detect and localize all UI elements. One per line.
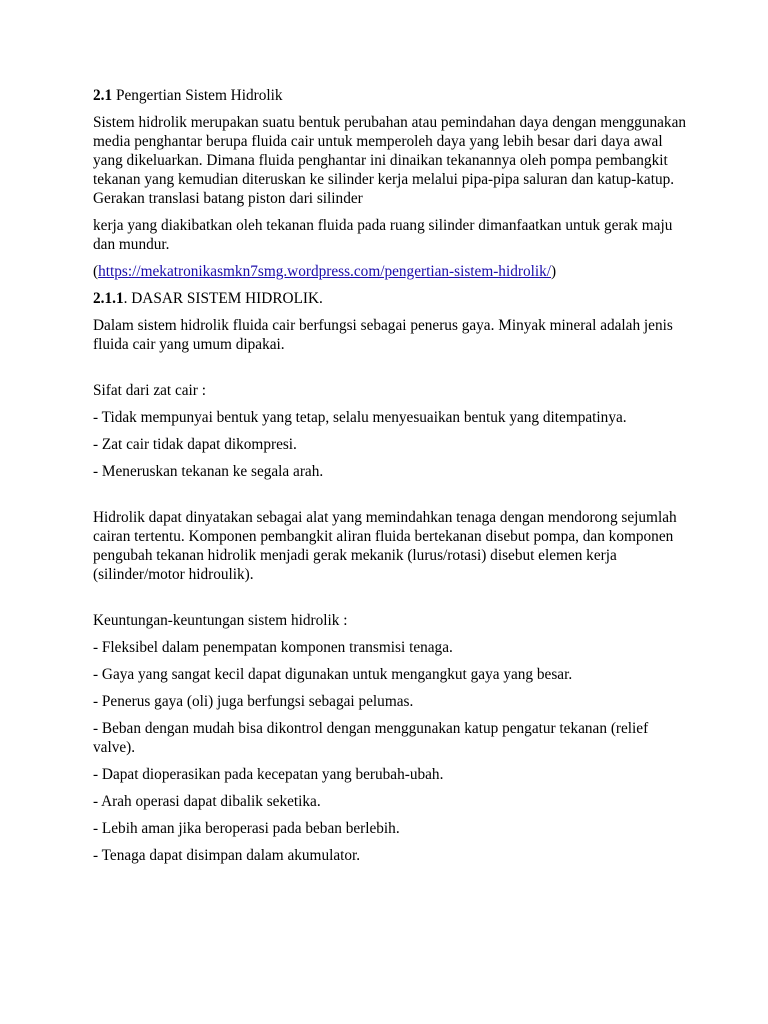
section-heading-2-1-1: [93, 289, 693, 308]
list-item: - Dapat dioperasikan pada kecepatan yang berubah-ubah.: [93, 766, 444, 783]
list-item: - Beban dengan mudah bisa dikontrol dengan menggunakan katup pengatur tekanan (relief valve).: [93, 720, 649, 756]
sifat-heading: Sifat dari zat cair :: [93, 382, 206, 399]
list-item: - Fleksibel dalam penempatan komponen transmisi tenaga.: [93, 639, 453, 656]
section-title: . DASAR SISTEM HIDROLIK.: [123, 290, 323, 307]
source-open-paren: (: [93, 263, 99, 280]
paragraph: Hidrolik dapat dinyatakan sebagai alat yang memindahkan tenaga dengan mendorong sejumlah cairan tertentu. Komponen pembangkit aliran fluida bertekanan disebut pompa, dan komponen pengubah tekanan hidrolik menjadi gerak mekanik (lurus/rotasi) disebut elemen kerja (silinder/motor hidroulik).: [93, 509, 677, 583]
section-number: 2.1: [93, 87, 113, 104]
source-citation: [93, 262, 693, 281]
section-number: 2.1.1: [93, 290, 124, 307]
section-title: Pengertian Sistem Hidrolik: [112, 87, 283, 104]
source-link[interactable]: https://mekatronikasmkn7smg.wordpress.com/pengertian-sistem-hidrolik/: [98, 263, 551, 280]
section-heading-2-1: [93, 86, 693, 105]
list-item: - Meneruskan tekanan ke segala arah.: [93, 463, 324, 480]
keuntungan-heading: Keuntungan-keuntungan sistem hidrolik :: [93, 612, 348, 629]
list-item: - Tenaga dapat disimpan dalam akumulator.: [93, 847, 361, 864]
list-item: - Gaya yang sangat kecil dapat digunakan untuk mengangkut gaya yang besar.: [93, 666, 573, 683]
list-item: - Arah operasi dapat dibalik seketika.: [93, 793, 321, 810]
document-content: [93, 86, 693, 873]
list-item: - Lebih aman jika beroperasi pada beban berlebih.: [93, 820, 400, 837]
list-item: - Penerus gaya (oli) juga berfungsi sebagai pelumas.: [93, 693, 414, 710]
paragraph: Dalam sistem hidrolik fluida cair berfungsi sebagai penerus gaya. Minyak mineral adalah jenis fluida cair yang umum dipakai.: [93, 317, 673, 353]
list-item: - Zat cair tidak dapat dikompresi.: [93, 436, 297, 453]
source-close-paren: ): [551, 263, 557, 280]
paragraph: kerja yang diakibatkan oleh tekanan fluida pada ruang silinder dimanfaatkan untuk gerak maju dan mundur.: [93, 217, 673, 253]
paragraph: Sistem hidrolik merupakan suatu bentuk perubahan atau pemindahan daya dengan menggunakan media penghantar berupa fluida cair untuk memperoleh daya yang lebih besar dari daya awal yang dikeluarkan. Dimana fluida penghantar ini dinaikan tekanannya oleh pompa pembangkit tekanan yang kemudian diteruskan ke silinder kerja melalui pipa-pipa saluran dan katup-katup. Gerakan translasi batang piston dari silinder: [93, 114, 687, 207]
list-item: - Tidak mempunyai bentuk yang tetap, selalu menyesuaikan bentuk yang ditempatinya.: [93, 409, 627, 426]
